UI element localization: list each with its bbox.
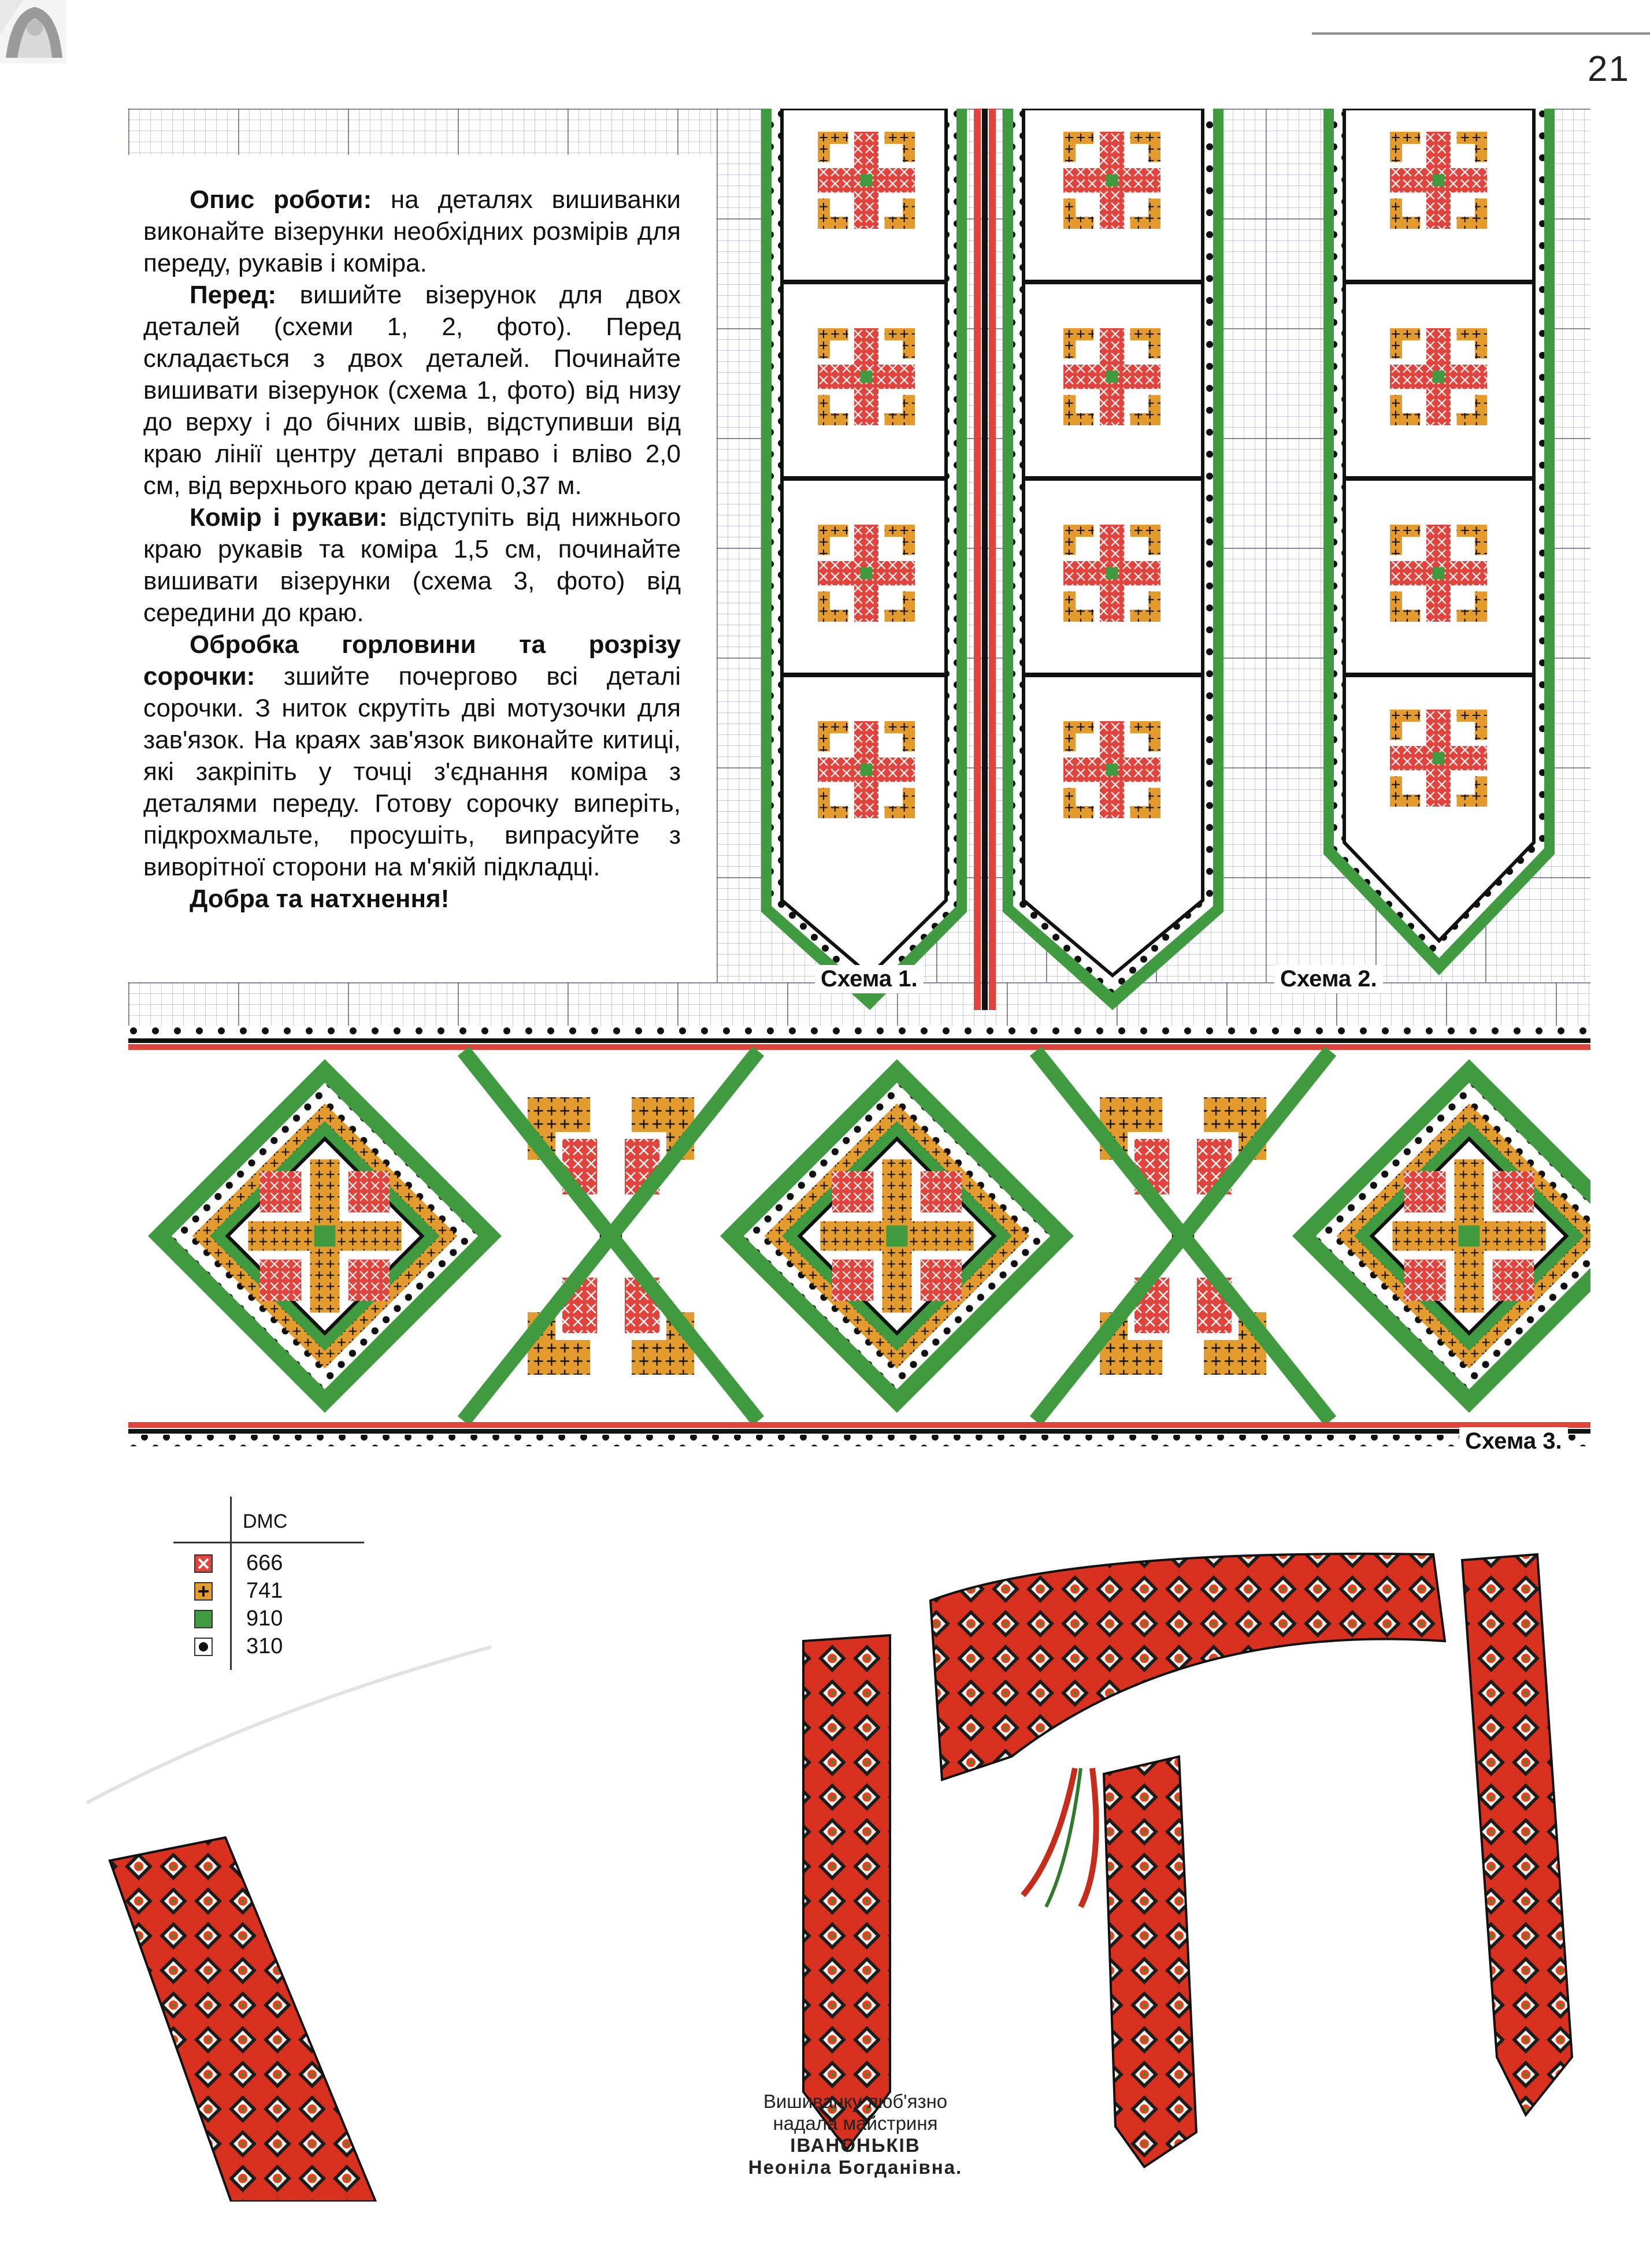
credit-name: Неоніла Богданівна. (748, 2156, 963, 2178)
instructions-body: на деталях вишиванки виконайте візерунки необхідних розмірів для переду, рукавів і коміра. (143, 185, 681, 277)
instructions-heading: Обробка горловини та розрізу сорочки: (143, 630, 681, 691)
scheme-1-label: Схема 1. (815, 965, 924, 993)
instructions-heading: Опис роботи: (190, 185, 372, 214)
instructions-heading: Комір і рукави: (190, 503, 388, 532)
legend-header: DMC (243, 1510, 288, 1532)
credit-line: Вишиванку люб'язно (763, 2091, 948, 2112)
legend-code: 741 (246, 1579, 283, 1603)
scheme-1-pattern (754, 109, 1234, 1010)
scheme-3-pattern (128, 1026, 1590, 1453)
scheme-3-label: Схема 3. (1459, 1427, 1568, 1456)
instructions-paragraph (143, 184, 681, 279)
photo-credit (717, 2091, 994, 2178)
instructions-paragraph (143, 279, 681, 502)
top-rule (1312, 32, 1650, 35)
instructions-paragraph (143, 629, 681, 883)
instructions-paragraph (143, 883, 681, 915)
corner-decoration-image (0, 0, 66, 64)
legend-code: 910 (246, 1606, 283, 1631)
instructions-heading: Перед: (190, 281, 277, 309)
instructions-closing: Добра та натхнення! (190, 885, 450, 913)
instructions-body: вишийте візерунок для двох деталей (схеми 1, 2, фото). Перед складається з двох деталей. Починайте вишивати візерунок (схема 1, фото) від низу до верху і до бічних швів, відступивши від краю лінії центру деталі вправо і вліво 2,0 см, від верхнього краю деталі 0,37 м. (143, 281, 681, 500)
instructions-text (139, 184, 685, 935)
legend-code: 666 (246, 1551, 283, 1575)
legend-code: 310 (246, 1634, 283, 1658)
instructions-paragraph (143, 502, 681, 629)
page-number: 21 (1588, 49, 1630, 89)
instructions-body: зшийте почергово всі деталі сорочки. З ниток скрутіть дві мотузочки для зав'язок. На краях зав'язок виконайте китиці, які закріпіть у точці з'єднання коміра з деталями переду. Готову сорочку виперіть, підкрохмальте, просушіть, випрасуйте з виворітної сторони на м'якій підкладці. (143, 662, 681, 881)
credit-surname: ІВАНОНЬКІВ (790, 2135, 921, 2156)
credit-line: надала майстриня (773, 2113, 938, 2134)
scheme-2-label: Схема 2. (1274, 965, 1383, 993)
scheme-2-pattern (1318, 109, 1560, 975)
instructions-body: відступіть від нижнього краю рукавів та коміра 1,5 см, починайте вишивати візерунки (схема 3, фото) від середини до краю. (143, 503, 681, 627)
